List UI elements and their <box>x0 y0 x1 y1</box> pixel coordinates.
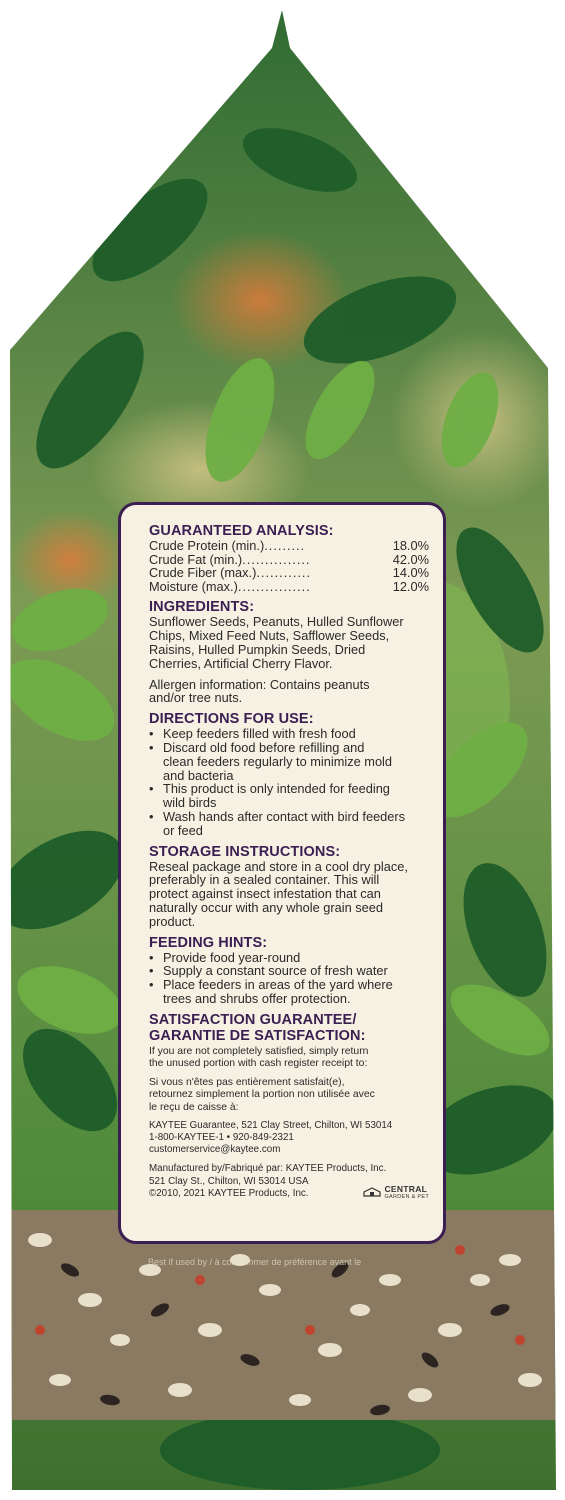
bullet-line: • Keep feeders filled with fresh food <box>163 726 356 742</box>
direction-item <box>149 727 429 741</box>
analysis-leader: ............ <box>256 566 312 580</box>
guarantee-contact <box>149 1120 429 1157</box>
allergen-line: Allergen information: Contains peanuts <box>149 676 370 692</box>
feeding-hint-item <box>149 951 429 965</box>
guarantee-line: retournez simplement la portion non utilisée avec <box>149 1089 375 1101</box>
storage-text <box>149 860 429 929</box>
storage-section <box>149 844 429 929</box>
ingredients-text <box>149 615 429 670</box>
analysis-label: Crude Fat (min.) <box>149 551 243 567</box>
manufacturer-line: 521 Clay St., Chilton, WI 53014 USA <box>149 1175 309 1187</box>
guaranteed-analysis-heading: GUARANTEED ANALYSIS: <box>149 523 334 539</box>
ingredients-line: Chips, Mixed Feed Nuts, Safflower Seeds, <box>149 628 390 644</box>
storage-line: preferably in a sealed container. This will <box>149 872 380 888</box>
guarantee-section <box>149 1012 429 1157</box>
analysis-value: 12.0% <box>392 578 429 594</box>
feeding-hints-heading: FEEDING HINTS: <box>149 934 268 951</box>
guarantee-line: the unused portion with cash register receipt to: <box>149 1057 368 1069</box>
best-by-note: Best if used by / à consommer de préférence avant le <box>148 1257 362 1267</box>
ingredients-line: Cherries, Artificial Cherry Flavor. <box>149 655 333 671</box>
allergen-info <box>149 678 429 706</box>
direction-item <box>149 782 429 810</box>
storage-line: protect against insect infestation that can <box>149 886 381 902</box>
central-garden-logo <box>363 1185 429 1200</box>
analysis-label: Crude Protein (min.) <box>149 538 265 553</box>
guarantee-line: Si vous n'êtes pas entièrement satisfait(e), <box>149 1077 345 1089</box>
analysis-leader: ......... <box>264 539 306 553</box>
ingredients-line: Raisins, Hulled Pumpkin Seeds, Dried <box>149 641 366 657</box>
direction-item <box>149 741 429 782</box>
directions-section <box>149 711 429 837</box>
analysis-row <box>149 553 429 567</box>
bullet-line: • Wash hands after contact with bird feeders <box>163 808 406 824</box>
analysis-value: 14.0% <box>392 565 429 581</box>
analysis-row <box>149 580 429 594</box>
guarantee-heading: SATISFACTION GUARANTEE/ <box>149 1011 357 1028</box>
directions-list <box>149 727 429 837</box>
ingredients-heading: INGREDIENTS: <box>149 599 255 616</box>
feeding-hints-section <box>149 935 429 1006</box>
analysis-row <box>149 566 429 580</box>
bullet-line: • Provide food year-round <box>163 949 301 965</box>
contact-line: 1-800-KAYTEE-1 • 920-849-2321 <box>149 1131 294 1143</box>
ingredients-section <box>149 599 429 705</box>
storage-line: naturally occur with any whole grain seed <box>149 899 384 915</box>
feeding-hint-item <box>149 964 429 978</box>
analysis-table <box>149 539 429 593</box>
guarantee-line: If you are not completely satisfied, simply return <box>149 1045 369 1057</box>
logo-subtitle: GARDEN & PET <box>384 1193 429 1200</box>
contact-line: customerservice@kaytee.com <box>149 1144 281 1156</box>
manufacturer-line: Manufactured by/Fabriqué par: KAYTEE Products, Inc. <box>149 1163 387 1175</box>
bullet-line: • Place feeders in areas of the yard where <box>163 977 393 993</box>
bullet-line: or feed <box>163 822 203 838</box>
feeding-hint-item <box>149 978 429 1006</box>
analysis-value: 42.0% <box>392 551 429 567</box>
storage-line: product. <box>149 913 196 929</box>
analysis-row <box>149 539 429 553</box>
direction-item <box>149 810 429 838</box>
bullet-line: • Discard old food before refilling and <box>163 739 365 755</box>
allergen-line: and/or tree nuts. <box>149 690 243 706</box>
bullet-line: wild birds <box>163 795 217 811</box>
guarantee-text-french <box>149 1077 429 1114</box>
guarantee-text-english <box>149 1046 429 1070</box>
analysis-leader: ................ <box>237 579 311 594</box>
manufacturer-line: ©2010, 2021 KAYTEE Products, Inc. <box>149 1187 309 1199</box>
bullet-line: • This product is only intended for feeding <box>163 781 390 797</box>
bullet-line: and bacteria <box>163 767 234 783</box>
storage-heading: STORAGE INSTRUCTIONS: <box>149 843 341 860</box>
guarantee-line: le reçu de caisse à: <box>149 1101 239 1113</box>
directions-heading: DIRECTIONS FOR USE: <box>149 711 314 728</box>
nutrition-info-panel <box>118 502 446 1244</box>
analysis-label: Crude Fiber (max.) <box>149 565 257 581</box>
contact-line: KAYTEE Guarantee, 521 Clay Street, Chilton, WI 53014 <box>149 1119 393 1131</box>
analysis-leader: ............... <box>242 552 311 567</box>
bullet-line: trees and shrubs offer protection. <box>163 990 351 1006</box>
manufacturer-section <box>149 1163 429 1200</box>
guarantee-heading-french: GARANTIE DE SATISFACTION: <box>149 1027 366 1044</box>
analysis-value: 18.0% <box>392 538 429 553</box>
ingredients-line: Sunflower Seeds, Peanuts, Hulled Sunflower <box>149 614 404 630</box>
house-icon <box>363 1187 381 1197</box>
guaranteed-analysis-section <box>149 523 429 593</box>
bullet-line: clean feeders regularly to minimize mold <box>163 753 393 769</box>
storage-line: Reseal package and store in a cool dry place, <box>149 858 408 874</box>
bullet-line: • Supply a constant source of fresh water <box>163 963 388 979</box>
analysis-label: Moisture (max.) <box>149 578 238 594</box>
feeding-hints-list <box>149 951 429 1006</box>
logo-name: CENTRAL <box>384 1183 428 1194</box>
